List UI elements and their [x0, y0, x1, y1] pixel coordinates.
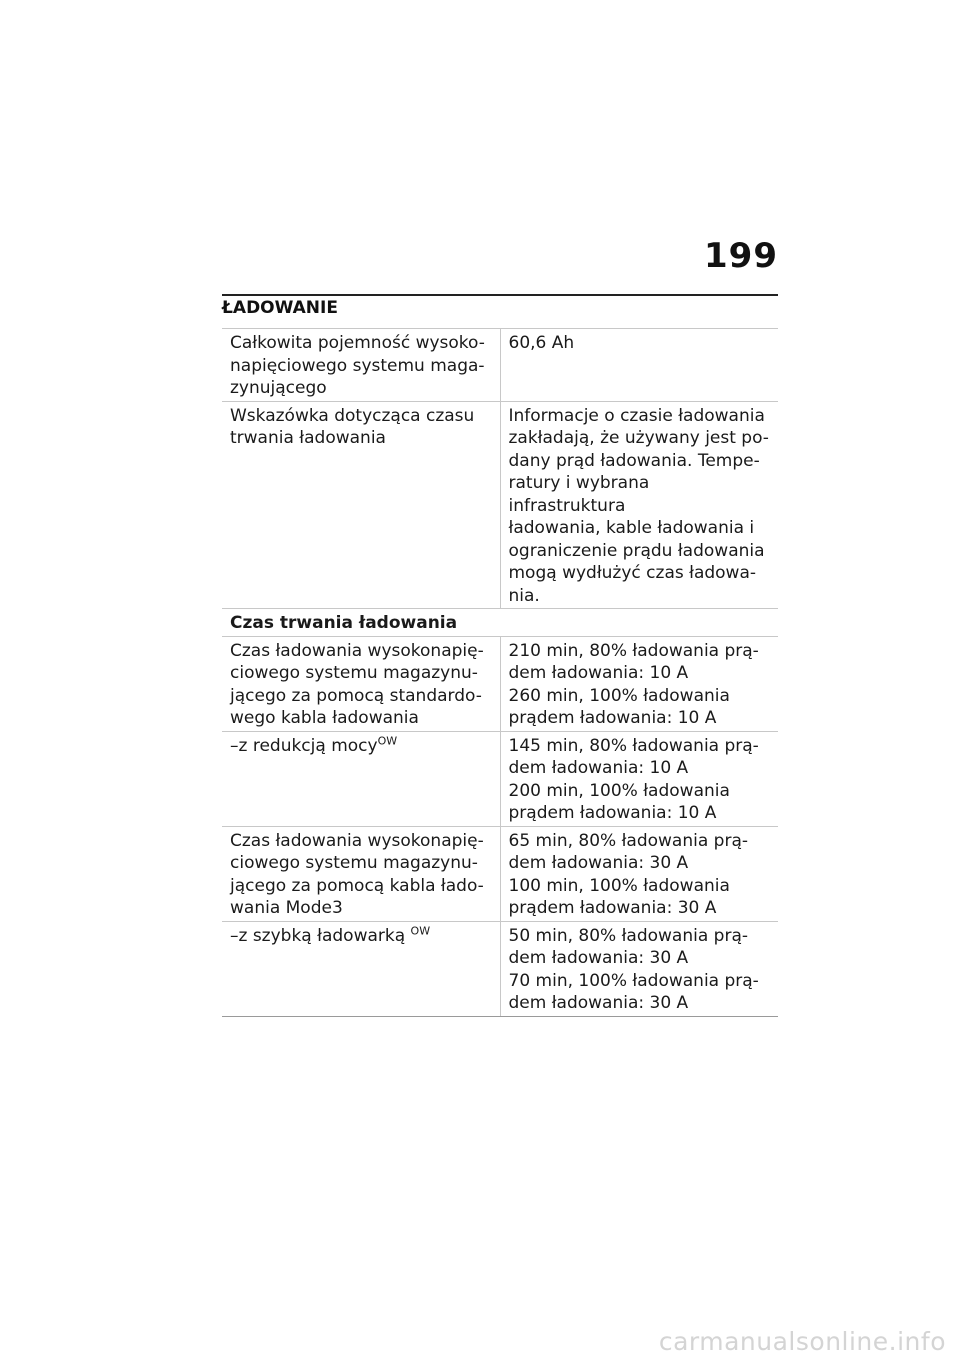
spec-label-line: ciowego systemu magazynu- — [230, 853, 478, 873]
spec-label-line: Czas ładowania wysokonapię- — [230, 830, 484, 851]
spec-value — [500, 731, 778, 826]
spec-label-line: jącego za pomocą kabla łado- — [230, 875, 484, 896]
spec-value-line: mogą wydłużyć czas ładowa- — [508, 563, 757, 583]
spec-value-line: 200 min, 100% ładowania — [508, 780, 730, 801]
charging-spec-table — [222, 328, 778, 1017]
option-marker: OW — [377, 733, 398, 747]
subsection-heading: Czas trwania ładowania — [222, 609, 778, 637]
spec-value-line: 100 min, 100% ładowania — [508, 875, 730, 896]
option-marker: OW — [410, 923, 431, 937]
spec-value-line: 145 min, 80% ładowania prą- — [508, 735, 759, 756]
spec-label-line: trwania ładowania — [230, 428, 386, 448]
spec-value-line: 50 min, 80% ładowania prą- — [508, 925, 749, 946]
spec-value-line: dem ładowania: 10 A — [508, 758, 689, 778]
spec-value-line: dem ładowania: 30 A — [508, 948, 689, 968]
spec-label — [222, 401, 500, 609]
spec-value-line: prądem ładowania: 10 A — [508, 803, 717, 823]
table-row — [222, 731, 778, 826]
section-title: ŁADOWANIE — [222, 298, 338, 318]
spec-value-line: 70 min, 100% ładowania prą- — [508, 970, 759, 991]
spec-value-line: dem ładowania: 30 A — [508, 853, 689, 873]
spec-label-line: zynującego — [230, 378, 327, 398]
spec-value — [500, 921, 778, 1016]
spec-value-line: prądem ładowania: 30 A — [508, 898, 717, 918]
spec-value-line: prądem ładowania: 10 A — [508, 708, 717, 728]
section-divider — [222, 294, 778, 296]
watermark: carmanualsonline.info — [658, 1327, 946, 1356]
spec-value-line: 210 min, 80% ładowania prą- — [508, 640, 759, 661]
table-row — [222, 921, 778, 1016]
spec-value — [500, 826, 778, 921]
spec-value-line: 60,6 Ah — [508, 333, 575, 353]
spec-value-line: ładowania, kable ładowania i — [508, 518, 755, 538]
spec-value — [500, 636, 778, 731]
spec-value — [500, 329, 778, 402]
spec-value-line: dany prąd ładowania. Tempe- — [508, 450, 760, 471]
table-row — [222, 329, 778, 402]
spec-value-line: ograniczenie prądu ładowania — [508, 540, 765, 561]
spec-value-line: zakładają, że używany jest po- — [508, 428, 769, 448]
spec-label — [222, 636, 500, 731]
table-row — [222, 636, 778, 731]
spec-value-line: dem ładowania: 10 A — [508, 663, 689, 683]
spec-label — [222, 329, 500, 402]
spec-label-text: –z redukcją mocy — [230, 735, 378, 756]
spec-label-line: napięciowego systemu maga- — [230, 355, 485, 376]
table-row — [222, 401, 778, 609]
spec-value-line: Informacje o czasie ładowania — [508, 405, 765, 426]
page-number: 199 — [704, 236, 778, 276]
spec-label-line: wego kabla ładowania — [230, 708, 419, 728]
spec-label-line: jącego za pomocą standardo- — [230, 685, 482, 706]
spec-label — [222, 921, 500, 1016]
spec-value-line: nia. — [508, 585, 540, 606]
spec-label — [222, 731, 500, 826]
table-heading-row — [222, 609, 778, 637]
spec-value-line: dem ładowania: 30 A — [508, 993, 689, 1013]
spec-label-line: Czas ładowania wysokonapię- — [230, 640, 484, 661]
spec-label-line: Całkowita pojemność wysoko- — [230, 333, 485, 353]
table-row — [222, 826, 778, 921]
spec-value-line: 65 min, 80% ładowania prą- — [508, 830, 749, 851]
spec-value-line: ratury i wybrana infrastruktura — [508, 473, 650, 516]
spec-label — [222, 826, 500, 921]
spec-value — [500, 401, 778, 609]
spec-label-line: wania Mode3 — [230, 898, 343, 918]
spec-label-text: –z szybką ładowarką — [230, 925, 411, 946]
spec-label-line: Wskazówka dotycząca czasu — [230, 405, 475, 426]
spec-label-line: ciowego systemu magazynu- — [230, 663, 478, 683]
spec-value-line: 260 min, 100% ładowania — [508, 685, 730, 706]
